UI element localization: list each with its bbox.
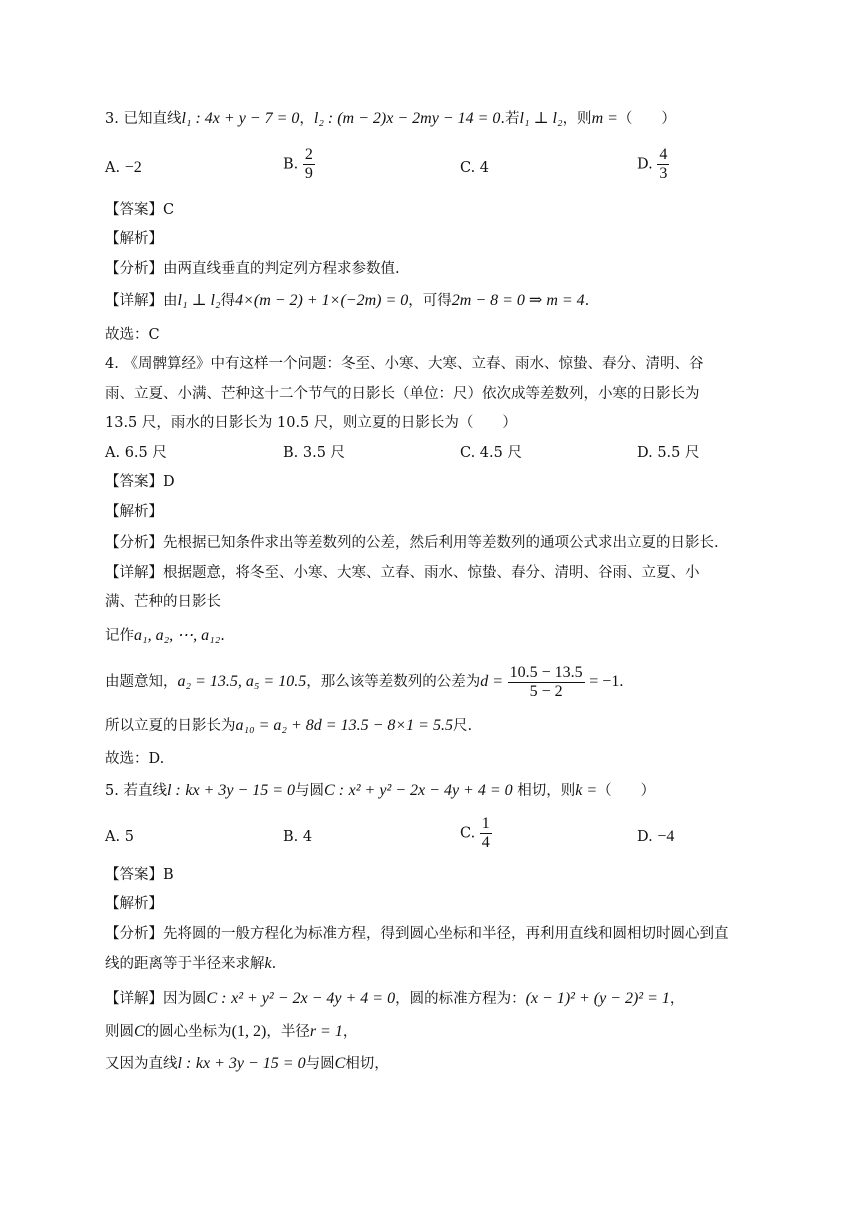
q5-stem-prefix: 5. 若直线 [105,783,167,799]
q5-option-c-label: C. [460,825,476,842]
q3-line-l2: l₂ : (m − 2)x − 2my − 14 = 0 [313,110,501,127]
q5-analysis-head: 【解析】 [105,896,163,912]
q5-xiangjie-end: ， [669,991,685,1007]
q3-xiangjie-math2: 4×(m − 2) + 1×(−2m) = 0 [235,292,409,309]
q4-tiyi [105,660,623,704]
q3-analysis-head: 【解析】 [105,231,163,247]
q4-option-a: A. 6.5 尺 [105,445,167,461]
q4-jizuo-end: . [220,628,225,644]
q5-answer: 【答案】B [105,867,174,883]
q3-stem [105,108,676,130]
q5-stem-l: l : [166,782,181,799]
q3-fenxi: 【分析】由两直线垂直的判定列方程求参数值. [105,261,400,277]
q5-xiangjie-general-eq: x² + y² − 2x − 4y + 4 = 0 [231,990,396,1007]
q5-xiangjie-prefix: 【详解】因为圆 [105,991,207,1007]
q5-option-a: A. 5 [105,829,134,845]
q4-answer: 【答案】D [105,474,175,490]
q4-option-d: D. 5.5 尺 [637,445,700,461]
q4-jizuo [105,625,225,647]
q5-xiangjie [105,988,684,1010]
q4-d-rhs: = −1. [589,673,624,690]
q3-option-a [105,157,142,179]
q3-option-b-num: 2 [304,146,313,163]
q4-lixia [105,715,472,737]
q4-lixia-text: 所以立夏的日影长为 [105,718,236,734]
q3-xiangjie-mid1: 得 [220,293,236,309]
q5-option-c-fraction [480,815,492,852]
q4-choose: 故选：D. [105,751,165,767]
q5-tangent-text3: 相切， [345,1056,389,1072]
q5-tangent [105,1053,389,1075]
q5-tangent-l: l : [177,1055,192,1072]
q3-stem-prefix: 3. 已知直线 [105,111,182,127]
q4-d-fraction [508,664,585,701]
q5-stem-circle-eq: x² + y² − 2x − 4y + 4 = 0 [348,782,513,799]
q5-fenxi-line-1: 【分析】先将圆的一般方程化为标准方程，得到圆心坐标和半径，再利用直线和圆相切时圆心到直 [105,926,729,942]
q3-option-d-label: D. [637,156,653,173]
q3-option-a-value: −2 [124,159,142,176]
q3-m-eq: m = [591,110,618,127]
q3-option-b-fraction [303,146,315,183]
q5-option-d [637,826,674,848]
q5-stem-mid: 与圆 [295,783,325,799]
q4-fenxi: 【分析】先根据已知条件求出等差数列的公差，然后利用等差数列的通项公式求出立夏的日影长. [105,535,719,551]
q3-option-c: C. 4 [460,160,490,176]
q5-tangent-line-eq: kx + 3y − 15 = 0 [195,1055,306,1072]
q3-cond-text: .若 [500,111,520,127]
q3-xiangjie-end: . [584,293,590,309]
q4-option-c: C. 4.5 尺 [460,445,522,461]
q5-option-b: B. 4 [283,829,313,845]
q3-option-a-label: A. [105,160,121,176]
q5-stem-line-eq: kx + 3y − 15 = 0 [185,782,296,799]
q4-d-lhs: d = [480,673,504,690]
q3-option-d-num: 4 [659,146,668,163]
q3-option-b [283,146,315,183]
q3-xiangjie-math1: l₁ ⊥ l₂ [177,292,221,309]
q3-option-d [637,146,669,183]
q3-choose: 故选：C [105,327,160,343]
q4-tiyi-text: 由题意知， [105,674,178,690]
q3-line-l1: l₁ : 4x + y − 7 = 0 [181,110,300,127]
q5-stem-paren: （ ） [597,783,656,799]
q4-analysis-head: 【解析】 [105,504,163,520]
q5-xiangjie-c: C : [206,990,227,1007]
q5-center-text2: 的圆心坐标为 [144,1024,232,1040]
q4-tiyi-mid: ，那么该等差数列的公差为 [306,674,481,690]
q5-stem-suffix: 相切，则 [517,783,576,799]
q5-option-c-num: 1 [481,815,490,832]
q3-option-b-den: 9 [304,165,313,182]
q3-suffix: ，则 [562,111,592,127]
q3-xiangjie [105,290,589,312]
q3-sep: ， [299,111,314,127]
q5-center-radius: r = 1 [309,1023,343,1040]
q4-lixia-end: 尺. [452,718,473,734]
q5-tangent-text1: 又因为直线 [105,1056,178,1072]
q4-tiyi-math: a₂ = 13.5, a₅ = 10.5 [177,673,307,690]
q5-fenxi-line-2-k: k [264,955,272,972]
q5-tangent-c: C [334,1055,346,1072]
q4-stem-line-1: 4. 《周髀算经》中有这样一个问题：冬至、小寒、大寒、立春、雨水、惊蛰、春分、清明、谷 [105,356,704,372]
q5-center-end: ， [342,1024,358,1040]
q5-fenxi-line-2-end: . [271,956,277,972]
q5-tangent-text2: 与圆 [305,1056,335,1072]
q5-center [105,1021,357,1043]
q3-xiangjie-prefix: 【详解】由 [105,293,178,309]
q5-center-text3: ，半径 [266,1024,310,1040]
q5-stem-c: C : [324,782,345,799]
q5-center-text1: 则圆 [105,1024,134,1040]
q5-option-d-label: D. [637,829,653,845]
q4-lixia-math: a₁₀ = a₂ + 8d = 13.5 − 8×1 = 5.5 [235,717,453,734]
q3-option-d-den: 3 [659,165,668,182]
q3-perp: l₁ ⊥ l₂ [519,110,563,127]
q5-fenxi-line-2-text: 线的距离等于半径来求解 [105,956,265,972]
q5-stem-k: k = [575,782,598,799]
q3-option-b-label: B. [283,156,299,173]
q5-option-c [460,815,492,852]
q5-option-c-den: 4 [481,834,490,851]
q3-answer: 【答案】C [105,202,175,218]
q3-xiangjie-math3: 2m − 8 = 0 ⇒ m = 4 [451,292,585,309]
q5-fenxi-line-2 [105,953,276,975]
q5-stem [105,780,655,802]
q3-paren: （ ） [617,111,676,127]
q4-d-den: 5 − 2 [529,682,563,700]
q5-xiangjie-standard-eq: (x − 1)² + (y − 2)² = 1 [525,990,670,1007]
q4-jizuo-math: a₁, a₂, ⋯, a₁₂ [134,627,221,644]
q4-xiangjie-line-1: 【详解】根据题意，将冬至、小寒、大寒、立春、雨水、惊蛰、春分、清明、谷雨、立夏、小 [105,565,700,581]
q3-xiangjie-mid2: ，可得 [408,293,452,309]
q4-stem-line-3: 13.5 尺，雨水的日影长为 10.5 尺，则立夏的日影长为（ ） [105,415,517,431]
q4-jizuo-text: 记作 [105,628,134,644]
q4-option-b: B. 3.5 尺 [283,445,346,461]
q5-xiangjie-mid: ，圆的标准方程为： [395,991,526,1007]
q4-xiangjie-line-2: 满、芒种的日影长 [105,594,221,610]
q4-stem-line-2: 雨、立夏、小满、芒种这十二个节气的日影长（单位：尺）依次成等差数列，小寒的日影长为 [105,386,700,402]
q3-option-d-fraction [657,146,669,183]
q5-center-c: C [134,1023,145,1040]
q4-d-num: 10.5 − 13.5 [509,663,583,681]
q5-option-d-value: −4 [657,828,675,845]
q5-center-coords: (1, 2) [231,1023,267,1040]
